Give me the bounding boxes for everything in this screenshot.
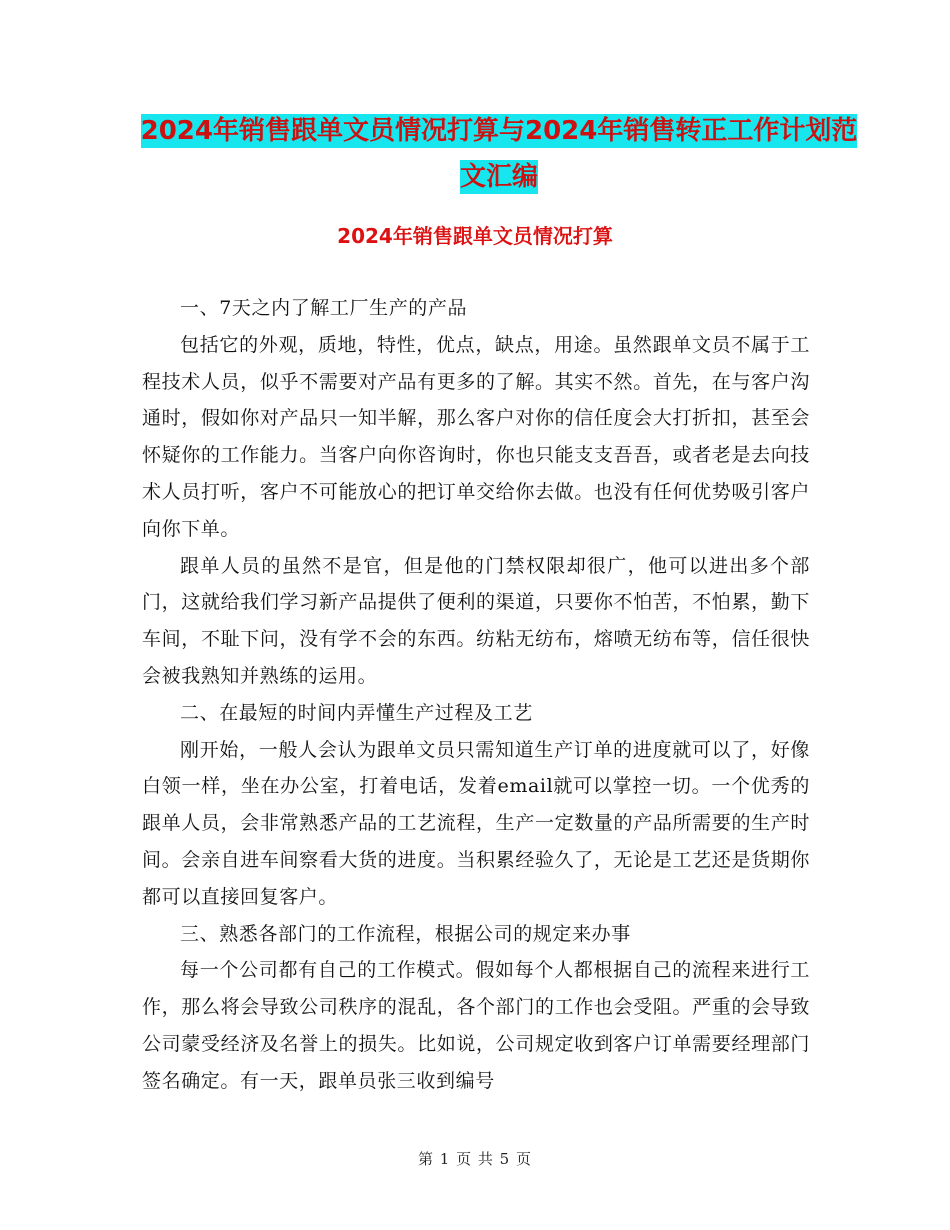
document-body — [142, 290, 810, 1100]
document-title — [140, 108, 858, 200]
heading-3: 三、熟悉各部门的工作流程，根据公司的规定来办事 — [180, 922, 631, 945]
paragraph-3: 刚开始，一般人会认为跟单文员只需知道生产订单的进度就可以了，好像白领一样，坐在办公室，打着电话，发着email就可以掌控一切。一个优秀的跟单人员，会非常熟悉产品的工艺流程，生产一定数量的产品所需要的生产时间。会亲自进车间察看大货的进度。当积累经验久了，无论是工艺还是货期你都可以直接回复客户。 — [142, 738, 810, 908]
page-footer — [0, 1148, 950, 1169]
paragraph-1: 包括它的外观，质地，特性，优点，缺点，用途。虽然跟单文员不属于工程技术人员，似乎不需要对产品有更多的了解。其实不然。首先，在与客户沟通时，假如你对产品只一知半解，那么客户对你的信任度会大打折扣，甚至会怀疑你的工作能力。当客户向你咨询时，你也只能支支吾吾，或者老是去向技术人员打听，客户不可能放心的把订单交给你去做。也没有任何优势吸引客户向你下单。 — [142, 333, 810, 540]
heading-2: 二、在最短的时间内弄懂生产过程及工艺 — [180, 701, 533, 724]
paragraph-4: 每一个公司都有自己的工作模式。假如每个人都根据自己的流程来进行工作，那么将会导致公司秩序的混乱，各个部门的工作也会受阻。严重的会导致公司蒙受经济及名誉上的损失。比如说，公司规定收到客户订单需要经理部门签名确定。有一天，跟单员张三收到编号 — [142, 959, 810, 1092]
document-title-text: 2024年销售跟单文员情况打算与2024年销售转正工作计划范文汇编 — [140, 116, 858, 192]
section-title: 2024年销售跟单文员情况打算 — [337, 224, 613, 248]
paragraph-2: 跟单人员的虽然不是官，但是他的门禁权限却很广，他可以进出多个部门，这就给我们学习新产品提供了便利的渠道，只要你不怕苦，不怕累，勤下车间，不耻下问，没有学不会的东西。纺粘无纺布，熔喷无纺布等，信任很快会被我熟知并熟练的运用。 — [142, 554, 810, 687]
heading-1: 一、7天之内了解工厂生产的产品 — [180, 297, 468, 319]
page-number: 第 1 页 共 5 页 — [418, 1150, 532, 1168]
